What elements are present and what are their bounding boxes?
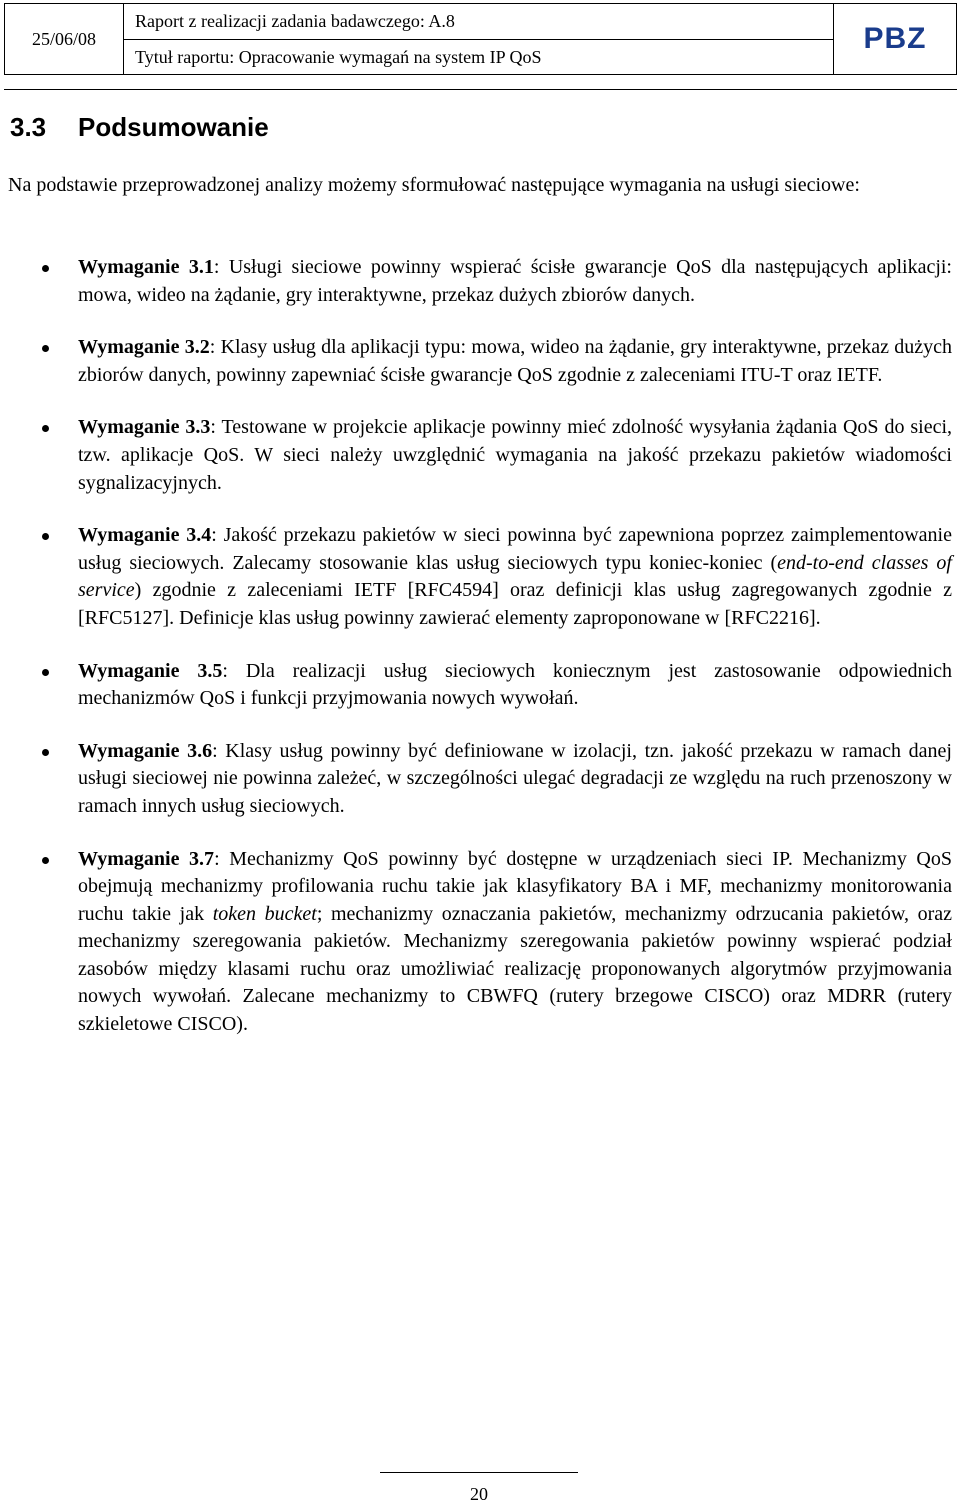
requirements-list <box>0 254 960 1039</box>
intro-paragraph: Na podstawie przeprowadzonej analizy możemy sformułować następujące wymagania na usługi sieciowe: <box>8 174 860 196</box>
requirement-label: Wymaganie 3.1 <box>78 256 214 278</box>
requirement-item <box>0 738 952 821</box>
requirement-text: ; mechanizmy oznaczania pakietów, mechanizmy odrzucania pakietów, oraz mechanizmy szeregowania pakietów. Mechanizmy szeregowania pakietów powinny wspierać podział zasobów między klasami ruchu oraz umożliwiać realizację proponowanych algorytmów przyjmowania nowych wywołań. Zalecane mechanizmy to CBWFQ (rutery brzegowe CISCO) oraz MDRR (rutery szkieletowe CISCO). <box>78 902 953 1036</box>
requirement-item <box>0 334 952 389</box>
requirement-item <box>0 658 952 713</box>
header-title-line: Tytuł raportu: Opracowanie wymagań na system IP QoS <box>124 39 834 75</box>
requirement-label: Wymaganie 3.4 <box>78 524 212 547</box>
requirement-item <box>0 846 952 1039</box>
requirement-term: end-to-end classes of service <box>78 551 952 602</box>
requirement-label: Wymaganie 3.5 <box>78 659 223 682</box>
section-heading <box>10 112 269 143</box>
requirement-label: Wymaganie 3.7 <box>78 847 215 870</box>
footer-divider <box>380 1472 578 1473</box>
requirement-text: : Jakość przekazu pakietów w sieci powinna być zapewniona poprzez zaimplementowanie usług sieciowych. Zalecamy stosowanie klas usług sieciowych typu koniec-koniec ( <box>78 524 952 574</box>
requirement-text: : Klasy usług dla aplikacji typu: mowa, wideo na żądanie, gry interaktywne, przekaz dużych zbiorów danych, powinny zapewniać ścisłe gwarancje QoS zgodnie z zaleceniami ITU-T oraz IETF. <box>78 336 952 386</box>
bullet-icon <box>42 265 49 272</box>
bullet-icon <box>42 749 49 756</box>
header-report-line: Raport z realizacji zadania badawczego: A.8 <box>124 4 834 40</box>
requirement-item <box>0 414 952 497</box>
requirement-text: : Testowane w projekcie aplikacje powinny mieć zdolność wysyłania żądania QoS do sieci, tzw. aplikacje QoS. W sieci należy uwzględnić wymagania na jakość przekazu pakietów wiadomości sygnalizacyjnych. <box>78 416 952 494</box>
requirement-label: Wymaganie 3.2 <box>78 336 210 359</box>
requirement-label: Wymaganie 3.6 <box>78 739 213 762</box>
requirement-text: : Klasy usług powinny być definiowane w izolacji, tzn. jakość przekazu w ramach danej usługi sieciowej nie powinna zależeć, w szczególności ulegać degradacji ze względu na ruch przenoszony w ramach innych usług sieciowych. <box>78 739 952 817</box>
bullet-icon <box>42 857 49 864</box>
header-table <box>4 3 957 75</box>
requirement-text: ) zgodnie z zaleceniami IETF [RFC4594] oraz definicji klas usług zagregowanych zgodnie z [RFC5127]. Definicje klas usług powinny zawierać elementy zaproponowane w [RFC2216]. <box>78 579 952 629</box>
pbz-logo: PBZ <box>834 4 957 75</box>
requirement-term: token bucket <box>212 902 317 925</box>
section-number: 3.3 <box>10 112 47 142</box>
bullet-icon <box>42 533 49 540</box>
header-date: 25/06/08 <box>5 4 124 75</box>
requirement-label: Wymaganie 3.3 <box>78 416 211 439</box>
requirement-text: : Usługi sieciowe powinny wspierać ścisłe gwarancje QoS dla następujących aplikacji: mowa, wideo na żądanie, gry interaktywne, przekaz dużych zbiorów danych. <box>78 256 952 306</box>
section-title: Podsumowanie <box>78 112 269 142</box>
bullet-icon <box>42 425 49 432</box>
bullet-icon <box>42 669 49 676</box>
requirement-text: : Dla realizacji usług sieciowych koniecznym jest zastosowanie odpowiednich mechanizmów QoS i funkcji przyjmowania nowych wywołań. <box>78 659 952 710</box>
page-header <box>0 0 960 80</box>
requirement-text: : Mechanizmy QoS powinny być dostępne w urządzeniach sieci IP. Mechanizmy QoS obejmują mechanizmy profilowania ruchu takie jak klasyfikatory BA i MF, mechanizmy monitorowania ruchu takie jak <box>78 847 953 925</box>
requirement-item <box>0 522 952 632</box>
requirement-item <box>0 254 952 309</box>
header-divider <box>4 89 957 90</box>
bullet-icon <box>42 345 49 352</box>
page-number: 20 <box>470 1484 488 1504</box>
